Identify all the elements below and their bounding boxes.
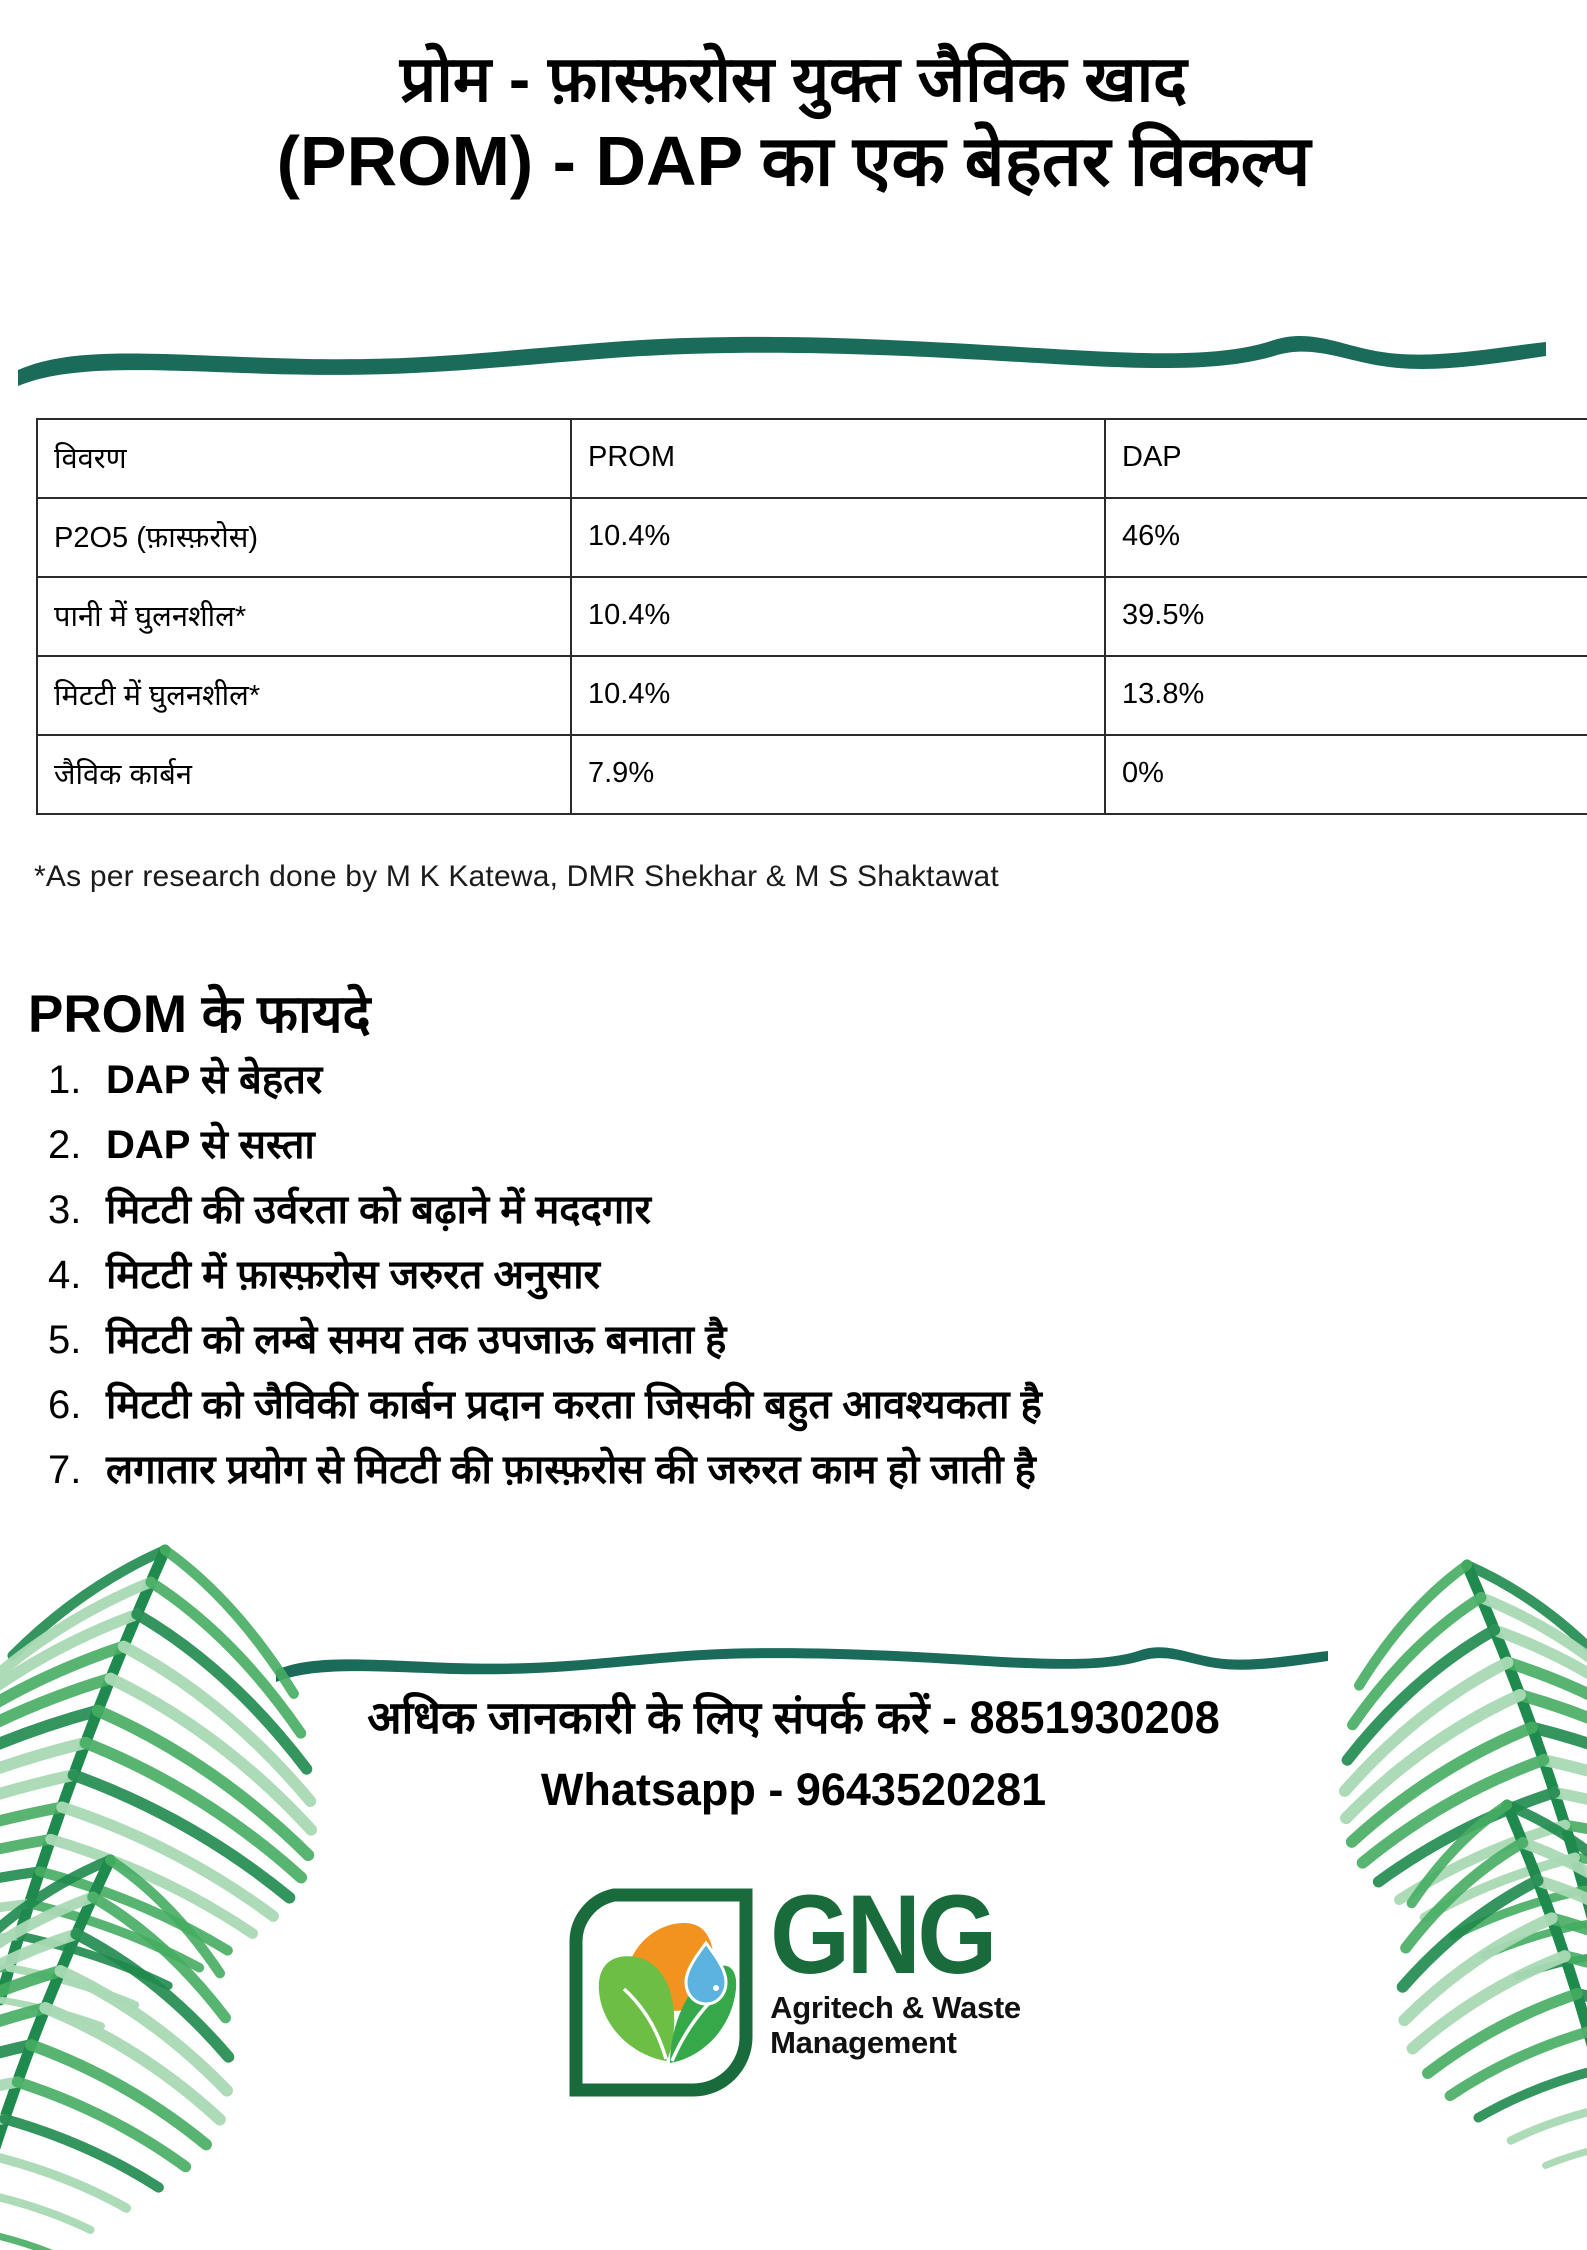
- row-dap-value: 13.8%: [1105, 656, 1587, 735]
- poster-title: [0, 44, 1587, 200]
- column-header-description: विवरण: [37, 419, 571, 498]
- contact-whatsapp-line[interactable]: Whatsapp - 9643520281: [540, 1763, 1047, 1815]
- fern-leaf-decoration-right: [1287, 1555, 1587, 2175]
- row-prom-value: 10.4%: [571, 656, 1105, 735]
- row-dap-value: 46%: [1105, 498, 1587, 577]
- table-footnote: *As per research done by M K Katewa, DMR Shekhar & M S Shaktawat: [34, 860, 999, 893]
- contact-phone-line[interactable]: अधिक जानकारी के लिए संपर्क करें - 8851930208: [367, 1692, 1220, 1743]
- row-label: जैविक कार्बन: [37, 735, 571, 814]
- wavy-divider-bottom: [272, 1628, 1332, 1690]
- benefits-heading: PROM के फायदे: [28, 985, 371, 1044]
- wavy-divider-top: [12, 308, 1552, 400]
- benefit-item: मिटटी में फ़ास्फ़रोस जरुरत अनुसार: [106, 1253, 600, 1297]
- table-row: [37, 656, 1587, 735]
- benefits-list: [46, 1060, 1587, 1515]
- row-label: मिटटी में घुलनशील*: [37, 656, 571, 735]
- title-line-2: (PROM) - DAP का एक बेहतर विकल्प: [276, 121, 1311, 200]
- row-label: P2O5 (फ़ास्फ़रोस): [37, 498, 571, 577]
- benefit-item: DAP से बेहतर: [106, 1058, 323, 1102]
- row-prom-value: 10.4%: [571, 577, 1105, 656]
- benefit-item: मिटटी को लम्बे समय तक उपजाऊ बनाता है: [106, 1318, 727, 1362]
- table-row: [37, 735, 1587, 814]
- benefit-item: लगातार प्रयोग से मिटटी की फ़ास्फ़रोस की जरुरत काम हो जाती है: [106, 1448, 1036, 1492]
- table-row: [37, 577, 1587, 656]
- logo-tagline-line1: Agritech & Waste: [770, 1989, 1021, 2025]
- prom-dap-comparison-table: [36, 418, 1587, 815]
- fern-leaf-decoration-left: [0, 1530, 380, 2250]
- row-prom-value: 7.9%: [571, 735, 1105, 814]
- benefit-item: मिटटी की उर्वरता को बढ़ाने में मददगार: [106, 1188, 651, 1232]
- row-prom-value: 10.4%: [571, 498, 1105, 577]
- logo-wordmark: GNG: [770, 1872, 994, 1997]
- title-line-1: प्रोम - फ़ास्फ़रोस युक्त जैविक खाद: [399, 43, 1188, 115]
- column-header-prom: PROM: [571, 419, 1105, 498]
- table-row: [37, 498, 1587, 577]
- benefit-item: DAP से सस्ता: [106, 1123, 315, 1167]
- row-label: पानी में घुलनशील*: [37, 577, 571, 656]
- row-dap-value: 39.5%: [1105, 577, 1587, 656]
- table-header-row: [37, 419, 1587, 498]
- gng-logo-icon: [566, 1885, 756, 2100]
- logo-tagline-line2: Management: [770, 2024, 957, 2060]
- benefit-item: मिटटी को जैविकी कार्बन प्रदान करता जिसकी बहुत आवश्यकता है: [106, 1383, 1042, 1427]
- row-dap-value: 0%: [1105, 735, 1587, 814]
- column-header-dap: DAP: [1105, 419, 1587, 498]
